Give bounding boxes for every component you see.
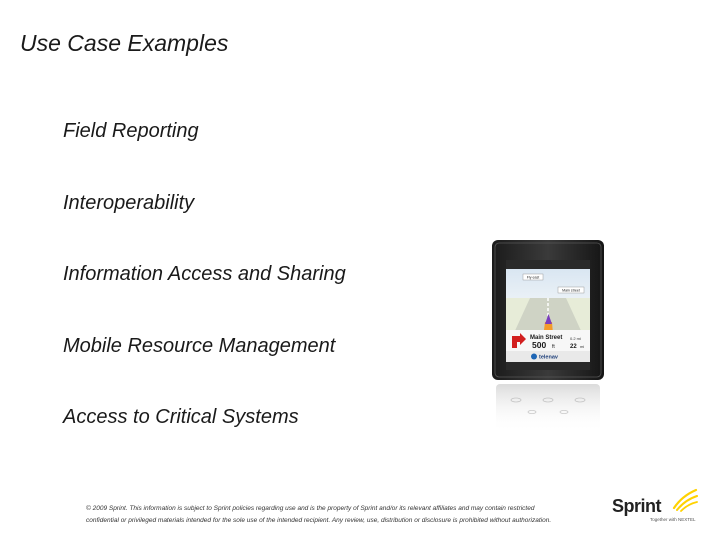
logo-tagline: Together with NEXTEL (650, 517, 696, 522)
logo-wordmark: Sprint (612, 496, 661, 516)
bullet-item: Mobile Resource Management (63, 335, 336, 357)
bullet-item: Interoperability (63, 192, 195, 214)
footer-line: confidential or privileged materials intended for the sole use of the intended recipient. Any review, use, distribution or disclosure is prohibited without authorization. (86, 517, 552, 524)
bullet-item: Field Reporting (63, 120, 199, 142)
sprint-pin-icon (672, 486, 698, 512)
bullet-item: Access to Critical Systems (63, 406, 299, 428)
phone-reflection (496, 384, 600, 432)
footer-disclaimer (86, 503, 596, 527)
street-name: Main Street (530, 335, 563, 341)
screen-label-top: Fly east (526, 275, 540, 280)
side-value: 0.2 mi (570, 336, 581, 341)
side-value-2: 22 (570, 344, 577, 350)
footer-line: © 2009 Sprint. This information is subject to Sprint policies regarding use and is the property of Sprint and/or its relevant affiliates and may contain restricted (86, 505, 535, 512)
slide-title: Use Case Examples (20, 30, 229, 56)
sprint-logo (612, 486, 698, 530)
phone-brand: telenav (539, 354, 558, 361)
telenav-logo-icon (531, 354, 537, 360)
side-unit: mi (580, 344, 585, 349)
phone-image (490, 238, 606, 434)
bullet-item: Information Access and Sharing (63, 263, 346, 285)
distance-value: 500 (532, 340, 547, 350)
screen-label-mid: Main street (562, 288, 580, 293)
distance-unit: ft (552, 344, 555, 350)
